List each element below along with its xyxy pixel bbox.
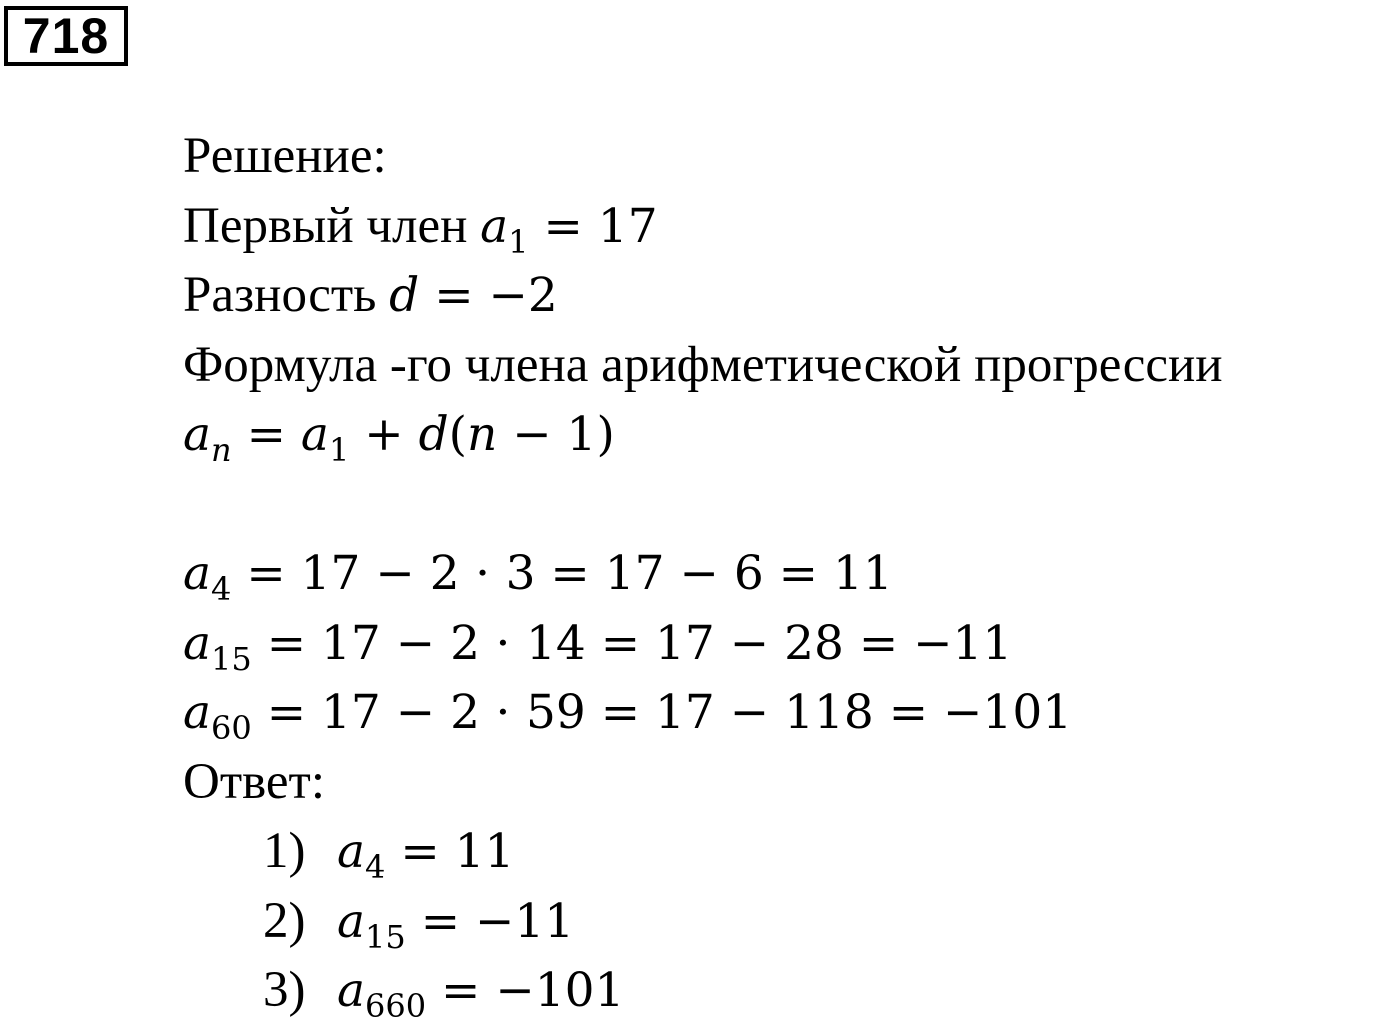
answer-subscript: 4 [365,848,386,886]
calculation-line [183,678,1398,748]
formula-open-paren: ( [448,407,467,462]
answer-subscript: 15 [365,917,406,956]
answer-item [183,956,1398,1026]
formula-n-var: n [467,407,498,462]
calc-expression: = 17 − 2 ⋅ 14 = 17 − 28 = −11 [251,615,1013,671]
calc-subscript: 15 [211,639,252,678]
calc-expression: = 17 − 2 ⋅ 3 = 17 − 6 = 11 [231,546,893,601]
first-term-line [183,192,1398,262]
answer-var: a [337,824,366,879]
first-term-expression: = 17 [528,198,658,254]
answer-number: 3) [263,962,306,1018]
calc-subscript: 60 [211,709,252,747]
answer-number: 2) [263,892,306,949]
difference-line [183,261,1398,331]
solution-content [183,122,1398,1026]
calc-var: a [183,615,212,671]
answer-heading: Ответ: [183,753,325,810]
answer-item [183,817,1398,887]
formula-a-subscript: 1 [328,431,350,469]
first-term-label: Первый член [183,197,468,254]
solution-heading: Решение: [183,128,387,184]
answer-expression: = −11 [405,893,575,949]
formula-rest: − 1) [497,407,615,462]
formula-equals: = [231,407,301,462]
calc-var: a [183,546,212,601]
formula-plus: + [349,407,419,462]
calc-subscript: 4 [211,570,232,608]
answer-number: 1) [263,823,306,879]
first-term-subscript: 1 [508,222,529,261]
first-term-var: a [480,198,509,254]
formula-label: Формула -го члена арифметической прогрессии [183,336,1223,393]
problem-number: 718 [22,8,110,64]
formula-a-var: a [300,407,329,462]
calculation-line [183,609,1398,679]
calc-var: a [183,685,212,740]
formula-lhs-var: a [183,407,212,462]
formula-line [183,400,1398,470]
answer-var: a [337,893,366,949]
calculation-line [183,539,1398,609]
calc-expression: = 17 − 2 ⋅ 59 = 17 − 118 = −101 [251,685,1073,740]
answer-expression: = −101 [426,963,625,1018]
answer-expression: = 11 [385,824,515,879]
difference-var: d [389,268,420,323]
difference-label: Разность [183,267,377,323]
formula-lhs-subscript: n [211,431,232,469]
answer-item [183,887,1398,957]
spacer [183,470,1398,540]
problem-number-box [4,6,128,66]
answer-var: a [337,963,366,1018]
formula-d-var: d [418,407,449,462]
answer-subscript: 660 [365,987,427,1025]
difference-expression: = −2 [419,268,558,323]
